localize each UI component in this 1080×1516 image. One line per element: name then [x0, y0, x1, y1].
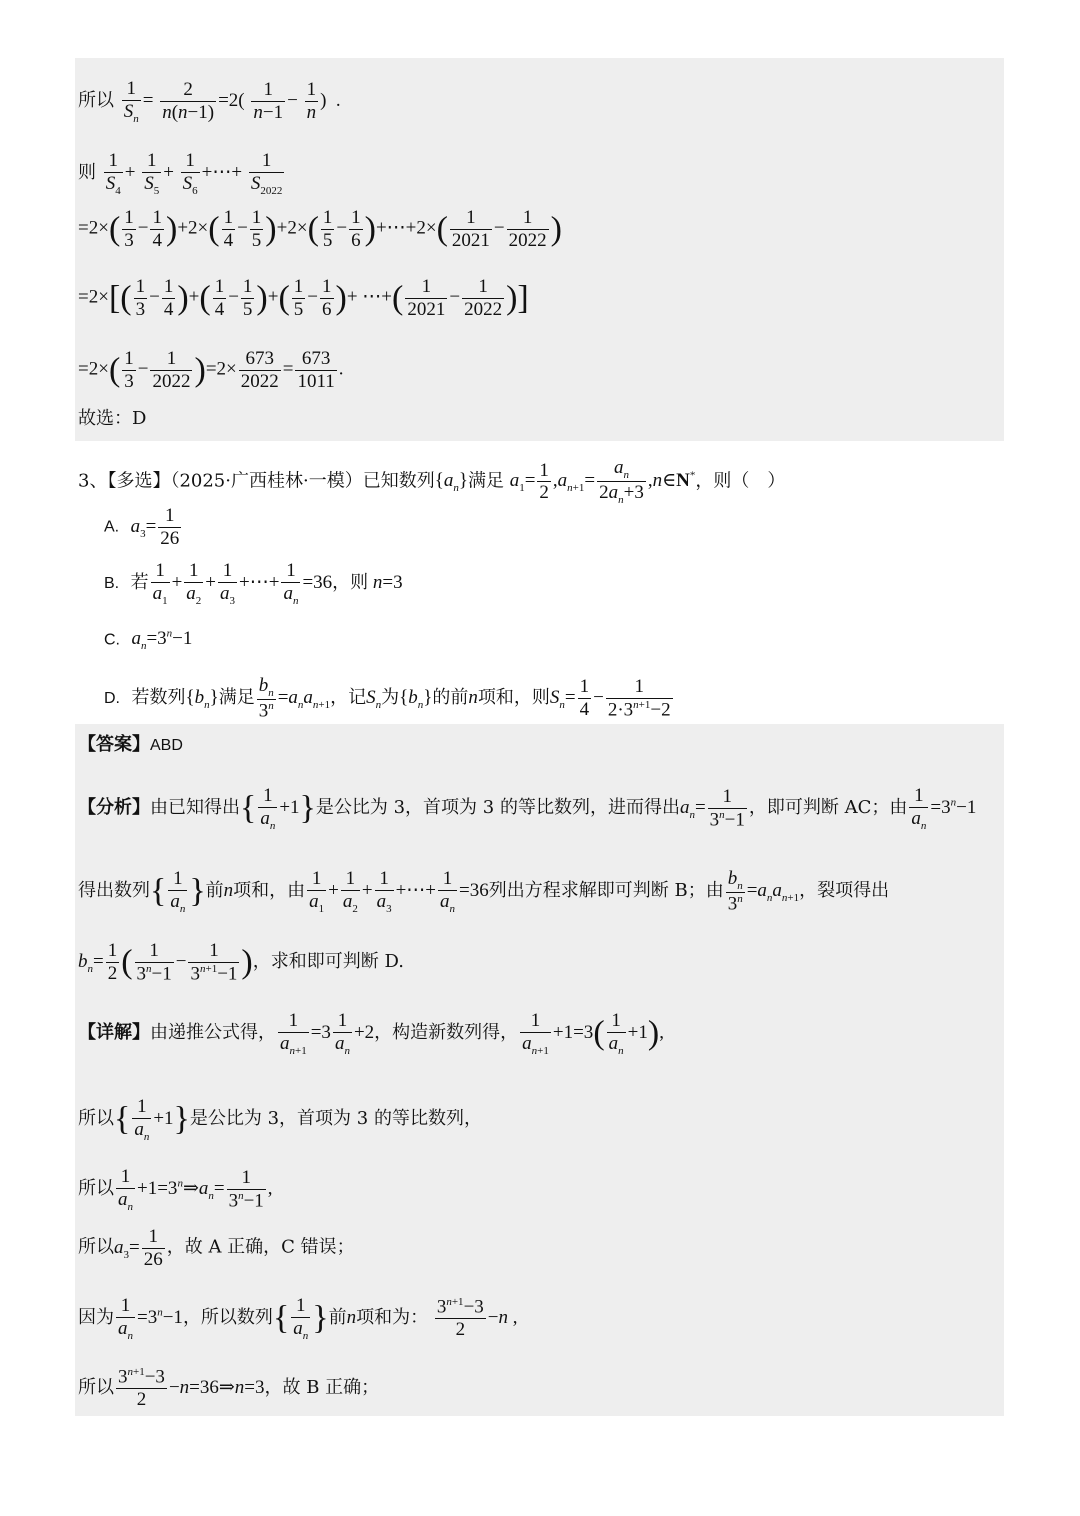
detail-line-6: 所以 $\frac{3^{n+1}-3}{2}$ −n=36⇒n=3，故 B 正确；	[78, 1366, 380, 1411]
question-stem: 3、【多选】（2025·广西桂林·一模）已知数列$\{a_n\}$满足 $a_1=$ $\frac{1}{2}$ $,a_{n+1}=$ $\frac{a_n}{2a_n+3}$ ,n∈N*，则（ ）	[78, 457, 786, 507]
analysis-line-2: 得出数列{ $\frac{1}{a_n}$ }前n项和，由 $\frac{1}{a_1}$ + $\frac{1}{a_2}$ + $\frac{1}{a_3}$ +⋯+ $\frac{1}{a_n}$ =36列出方程求解即可判断 B；由 $\frac{b_n}{3^n}$ $=a_na_{n+1}$，裂项得出	[78, 868, 890, 915]
analysis-line-1: 【分析】由已知得出{ $\frac{1}{a_n}$ +1}是公比为 3，首项为 3 的等比数列，进而得出$a_n=$ $\frac{1}{3^n-1}$ ，即可判断 AC；由 $\frac{1}{a_n}$ $=3^n-1$	[78, 785, 977, 832]
answer-line: 【答案】ABD	[78, 734, 183, 755]
option-d: D. 若数列$\{b_n\}$满足 $\frac{b_n}{3^n}$ $=a_na_{n+1}$，记$S_n$为$\{b_n\}$的前n项和，则$S_n=$ $\frac{1}{4}$ − $\frac{1}{2\cdot 3^{n+1}-2}$	[104, 675, 671, 722]
eq-line-4: =2×[( $\frac{1}{3}$ − $\frac{1}{4}$ )+( $\frac{1}{4}$ − $\frac{1}{5}$ )+( $\frac{1}{5}$ − $\frac{1}{6}$ )+ ⋯+( $\frac{1}{2021}$ − $\frac{1}{2022}$ )]	[78, 276, 529, 320]
option-b: B. 若 $\frac{1}{a_1}$ + $\frac{1}{a_2}$ + $\frac{1}{a_3}$ +⋯+ $\frac{1}{a_n}$ =36，则 n=3	[104, 560, 403, 607]
detail-line-4: 所以$a_3=$ $\frac{1}{26}$ ，故 A 正确，C 错误；	[78, 1226, 355, 1270]
analysis-line-3: $b_n=$ $\frac{1}{2}$ ( $\frac{1}{3^n-1}$ − $\frac{1}{3^{n+1}-1}$ )，求和即可判断 D.	[78, 940, 404, 985]
detail-line-3: 所以 $\frac{1}{a_n}$ $+1=3^n\Rightarrow a_n=$ $\frac{1}{3^n-1}$ ,	[78, 1166, 273, 1213]
eq-line-3: =2×( $\frac{1}{3}$ − $\frac{1}{4}$ )+2×( $\frac{1}{4}$ − $\frac{1}{5}$ )+2×( $\frac{1}{5}$ − $\frac{1}{6}$ )+⋯+2×( $\frac{1}{2021}$ − $\frac{1}{2022}$ )	[78, 207, 562, 251]
eq-line-2: 则 $\frac{1}{S_4}$ + $\frac{1}{S_5}$ + $\frac{1}{S_6}$ +⋯+ $\frac{1}{S_{2022}}$	[78, 150, 283, 197]
detail-line-1: 【详解】由递推公式得， $\frac{1}{a_{n+1}}$ =3 $\frac{1}{a_n}$ +2，构造新数列得， $\frac{1}{a_{n+1}}$ +1=3( $\frac{1}{a_n}$ +1),	[78, 1010, 664, 1057]
eq-line-5: =2×( $\frac{1}{3}$ − $\frac{1}{2022}$ )=2× $\frac{673}{2022}$ = $\frac{673}{1011}$ .	[78, 348, 344, 392]
option-c: C. $a_n=3^n-1$	[104, 628, 193, 653]
choice-line: 故选：D	[78, 408, 147, 429]
detail-line-5: 因为 $\frac{1}{a_n}$ $=3^n-1$，所以数列{ $\frac{1}{a_n}$ }前n项和为： $\frac{3^{n+1}-3}{2}$ −n ,	[78, 1295, 518, 1342]
question-tag: 【多选】	[107, 470, 171, 492]
option-a: A. $a_3=$ $\frac{1}{26}$	[104, 505, 180, 549]
eq-line-1: 所以 $\frac{1}{S_n}$ = $\frac{2}{n(n-1)}$ =2( $\frac{1}{n-1}$ − $\frac{1}{n}$ ) .	[78, 78, 341, 125]
detail-line-2: 所以{ $\frac{1}{a_n}$ +1}是公比为 3，首项为 3 的等比数列，	[78, 1096, 482, 1143]
